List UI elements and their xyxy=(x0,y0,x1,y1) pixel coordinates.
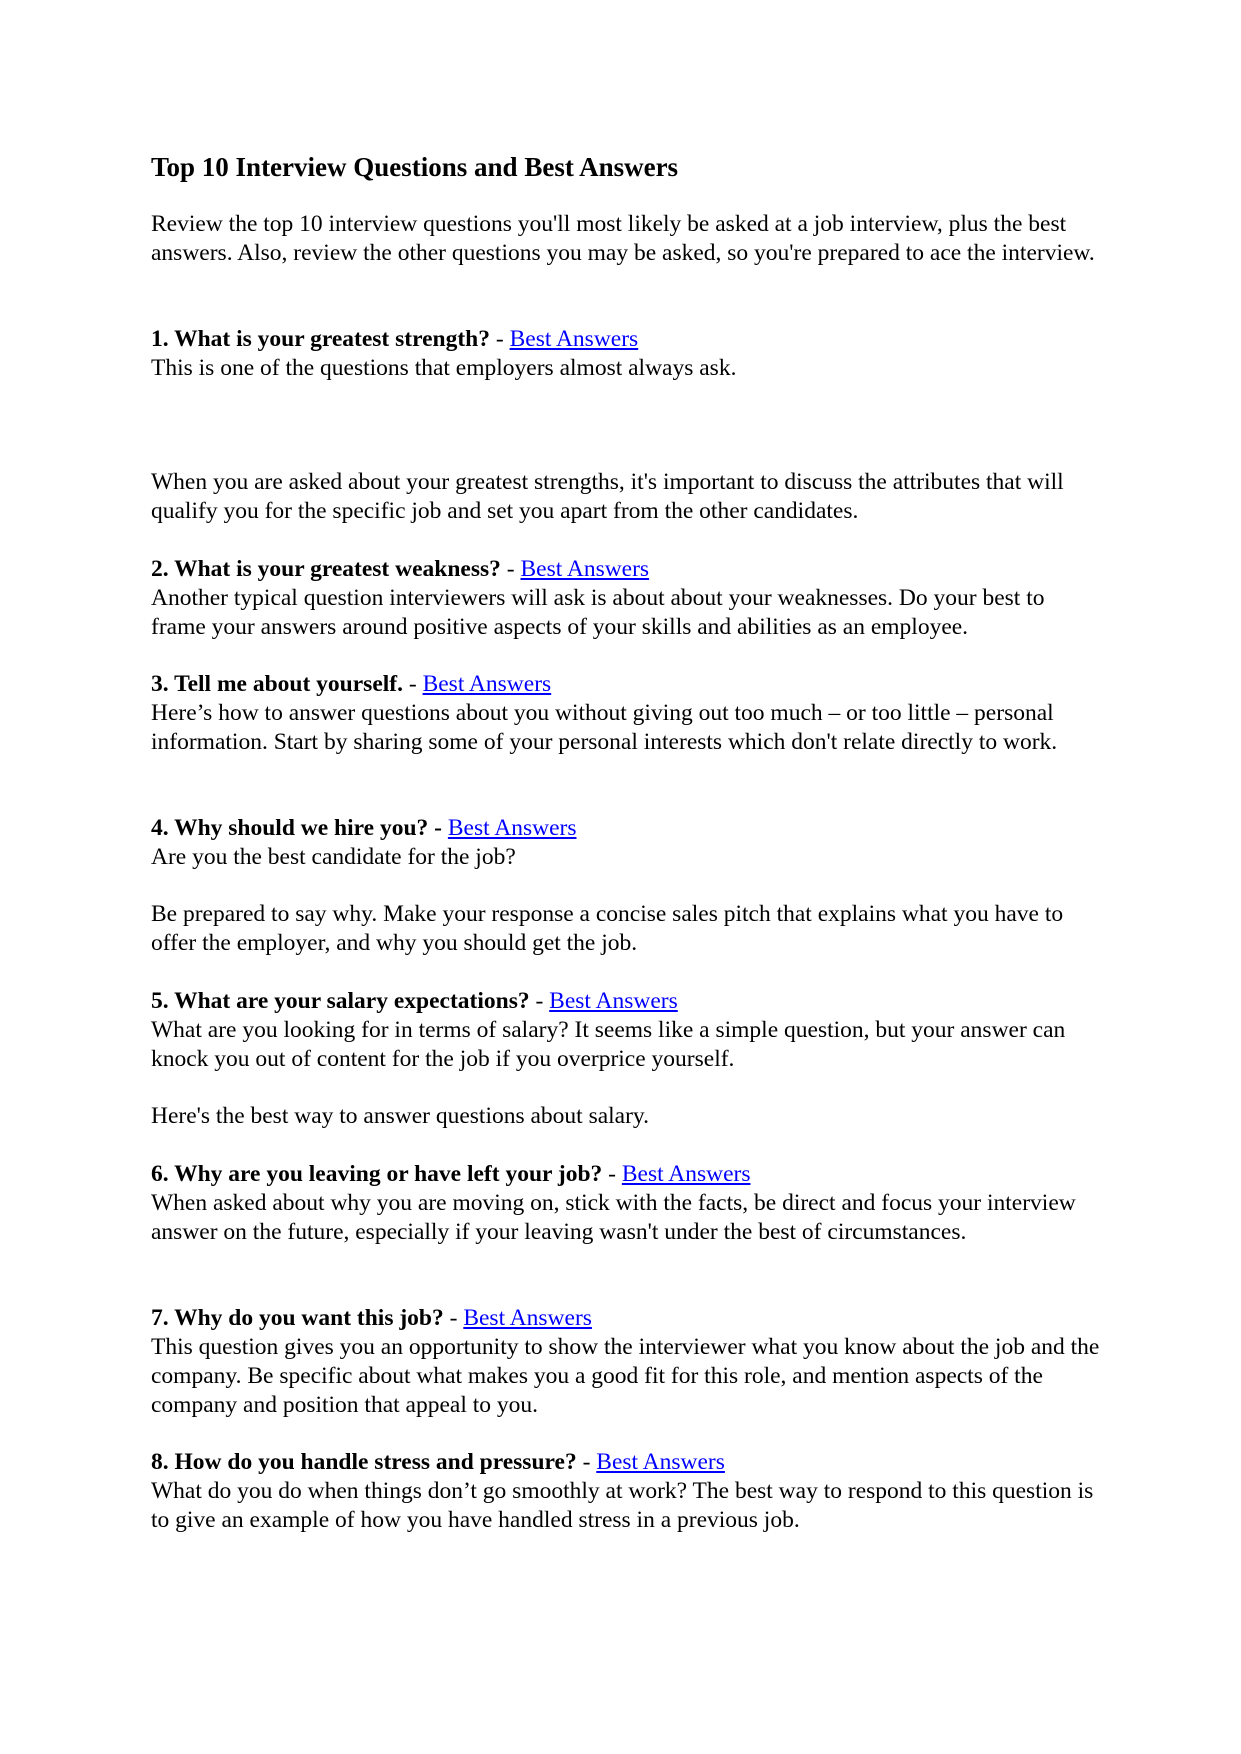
intro-paragraph: Review the top 10 interview questions you'll most likely be asked at a job interview, plus the best answers. Also, review the other questions you may be asked, so you're prepared to ace the interview. xyxy=(151,211,1095,266)
question-3-heading-line xyxy=(151,670,1101,699)
question-4-heading-line xyxy=(151,814,1101,843)
question-8-best-answers-link[interactable]: Best Answers xyxy=(596,1449,725,1475)
question-8-heading-line xyxy=(151,1448,1101,1477)
question-2-best-answers-link[interactable]: Best Answers xyxy=(520,556,650,582)
question-7-best-answers-link[interactable]: Best Answers xyxy=(463,1305,592,1331)
question-6-paragraph-1: When asked about why you are moving on, stick with the facts, be direct and focus your interview answer on the future, especially if your leaving wasn't under the best of circumstances. xyxy=(151,1190,1076,1245)
question-2-heading: 2. What is your greatest weakness? xyxy=(151,556,501,582)
separator: - xyxy=(443,1305,464,1331)
question-3-best-answers-link[interactable]: Best Answers xyxy=(422,671,552,697)
separator: - xyxy=(529,988,550,1014)
separator: - xyxy=(602,1161,622,1187)
question-4-best-answers-link[interactable]: Best Answers xyxy=(447,815,577,841)
question-4-paragraph-2: Be prepared to say why. Make your response a concise sales pitch that explains what you have to offer the employer, and why you should get the job. xyxy=(151,901,1064,956)
question-1-best-answers-link[interactable]: Best Answers xyxy=(509,326,639,352)
separator: - xyxy=(576,1449,597,1475)
question-7-heading: 7. Why do you want this job? xyxy=(151,1305,444,1331)
separator: - xyxy=(402,671,423,697)
question-3-paragraph-1: Here’s how to answer questions about you without giving out too much – or too little – personal information. Start by sharing some of your personal interests which don't relate directly to work. xyxy=(151,700,1058,755)
question-8-heading: 8. How do you handle stress and pressure? xyxy=(151,1449,577,1475)
separator: - xyxy=(490,326,510,352)
question-7-paragraph-1: This question gives you an opportunity to show the interviewer what you know about the job and the company. Be specific about what makes you a good fit for this role, and mention aspects of the company and position that appeal to you. xyxy=(151,1334,1100,1418)
question-5-paragraph-1: What are you looking for in terms of salary? It seems like a simple question, but your answer can knock you out of content for the job if you overprice yourself. xyxy=(151,1017,1066,1072)
question-1-paragraph-2: When you are asked about your greatest strengths, it's important to discuss the attributes that will qualify you for the specific job and set you apart from the other candidates. xyxy=(151,469,1064,524)
question-6-heading: 6. Why are you leaving or have left your job? xyxy=(151,1161,603,1187)
question-6-best-answers-link[interactable]: Best Answers xyxy=(621,1161,751,1187)
question-4-paragraph-1: Are you the best candidate for the job? xyxy=(151,844,516,870)
question-6-heading-line xyxy=(151,1160,1101,1189)
question-8-paragraph-1: What do you do when things don’t go smoothly at work? The best way to respond to this question is to give an example of how you have handled stress in a previous job. xyxy=(151,1478,1094,1533)
separator: - xyxy=(500,556,521,582)
question-5-best-answers-link[interactable]: Best Answers xyxy=(549,988,678,1014)
question-7-heading-line xyxy=(151,1304,1101,1333)
question-1-paragraph-1: This is one of the questions that employers almost always ask. xyxy=(151,355,737,381)
question-5-heading-line xyxy=(151,987,1101,1016)
page-title: Top 10 Interview Questions and Best Answers xyxy=(151,152,679,182)
question-5-paragraph-2: Here's the best way to answer questions about salary. xyxy=(151,1103,650,1129)
question-1-heading-line xyxy=(151,325,1101,354)
question-4-heading: 4. Why should we hire you? - xyxy=(151,815,442,841)
question-2-heading-line xyxy=(151,555,1101,584)
question-1-heading: 1. What is your greatest strength? xyxy=(151,326,491,352)
question-5-heading: 5. What are your salary expectations? xyxy=(151,988,530,1014)
question-3-heading: 3. Tell me about yourself. xyxy=(151,671,403,697)
question-2-paragraph-1: Another typical question interviewers will ask is about about your weaknesses. Do your best to frame your answers around positive aspects of your skills and abilities as an employee. xyxy=(151,585,1045,640)
